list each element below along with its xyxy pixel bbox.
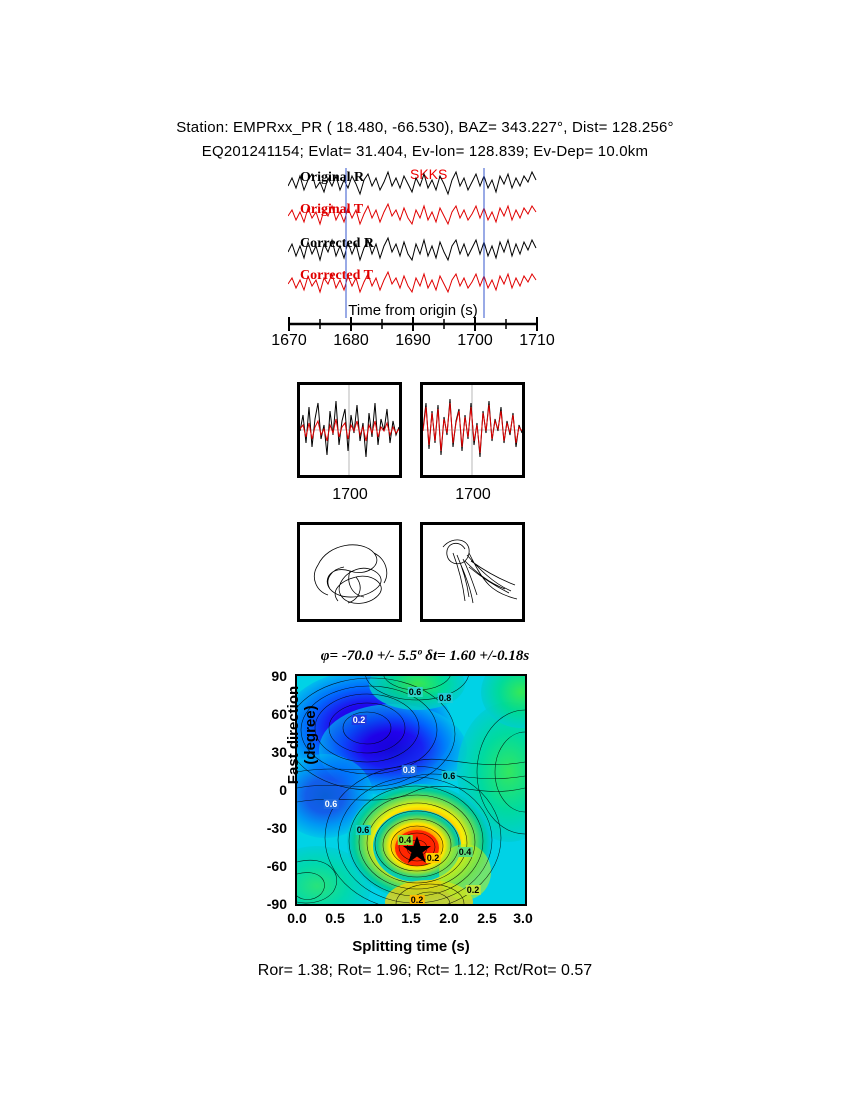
trace-label-original-t: Original T (300, 202, 364, 217)
time-tick-1690: 1690 (395, 332, 431, 349)
time-axis (271, 316, 555, 360)
x-tick-1.0: 1.0 (363, 910, 383, 926)
particle-motion-corrected-path (423, 525, 522, 619)
zoom-box-corrected-caption: 1700 (455, 486, 491, 503)
contour-label-2: 0.8 (438, 693, 452, 703)
skks-phase-label: SKKS (410, 166, 448, 182)
time-tick-1710: 1710 (519, 332, 555, 349)
trace-label-corrected-t: Corrected T (300, 268, 373, 283)
y-tick-neg90: -90 (266, 896, 287, 912)
zoom-box-original-caption: 1700 (332, 486, 368, 503)
contour-label-4: 0.8 (402, 765, 416, 775)
zoom-box-original (297, 382, 402, 478)
x-tick-2.0: 2.0 (439, 910, 459, 926)
time-tick-1670: 1670 (271, 332, 307, 349)
contour-label-5: 0.6 (442, 771, 456, 781)
particle-motion-original-path (300, 525, 399, 619)
quality-metrics-line: Ror= 1.38; Rot= 1.96; Rct= 1.12; Rct/Rot= 0.57 (257, 962, 593, 979)
x-tick-0.5: 0.5 (325, 910, 345, 926)
waveform-panel (288, 168, 538, 318)
zoom-box-original-traces (300, 385, 399, 475)
y-tick-neg60: -60 (266, 858, 287, 874)
particle-motion-original (297, 522, 402, 622)
figure-header (0, 116, 850, 164)
time-axis-tick-labels (258, 332, 568, 356)
x-tick-2.5: 2.5 (477, 910, 497, 926)
contour-label-3: 0.2 (352, 715, 366, 725)
time-tick-1700: 1700 (457, 332, 493, 349)
contour-x-axis-label: Splitting time (s) (352, 938, 470, 955)
contour-title: φ= -70.0 +/- 5.5º δt= 1.60 +/-0.18s (320, 648, 530, 664)
trace-label-original-r: Original R (300, 170, 365, 185)
x-tick-3.0: 3.0 (513, 910, 533, 926)
splitting-energy-contour-plot (295, 674, 527, 906)
trace-label-corrected-r: Corrected R (300, 236, 374, 251)
contour-x-ticks (287, 910, 533, 932)
event-info-line: EQ201241154; Evlat= 31.404, Ev-lon= 128.839; Ev-Dep= 10.0km (201, 143, 649, 160)
particle-motion-corrected (420, 522, 525, 622)
y-tick-30: 30 (271, 744, 287, 760)
x-tick-1.5: 1.5 (401, 910, 421, 926)
contour-label-6: 0.6 (324, 799, 338, 809)
contour-label-1: 0.6 (408, 687, 422, 697)
contour-y-ticks (231, 668, 293, 912)
contour-label-12: 0.2 (410, 895, 424, 905)
contour-svg (297, 676, 525, 904)
zoom-box-corrected (420, 382, 525, 478)
y-tick-neg30: -30 (266, 820, 287, 836)
contour-label-10: 0.4 (458, 847, 472, 857)
time-axis-title: Time from origin (s) (348, 302, 478, 319)
contour-label-8: 0.4 (398, 835, 412, 845)
y-tick-90: 90 (271, 668, 287, 684)
x-tick-0.0: 0.0 (287, 910, 307, 926)
contour-label-7: 0.6 (356, 825, 370, 835)
zoom-box-corrected-traces (423, 385, 522, 475)
contour-y-axis-label: Fast direction (degree) (285, 685, 319, 785)
contour-label-11: 0.2 (466, 885, 480, 895)
y-tick-60: 60 (271, 706, 287, 722)
waveform-traces-svg (288, 168, 538, 318)
y-tick-0: 0 (279, 782, 287, 798)
time-axis-ruler (288, 316, 538, 332)
contour-label-9: 0.2 (426, 853, 440, 863)
time-tick-1680: 1680 (333, 332, 369, 349)
station-info-line: Station: EMPRxx_PR ( 18.480, -66.530), BAZ= 343.227°, Dist= 128.256° (176, 119, 674, 136)
